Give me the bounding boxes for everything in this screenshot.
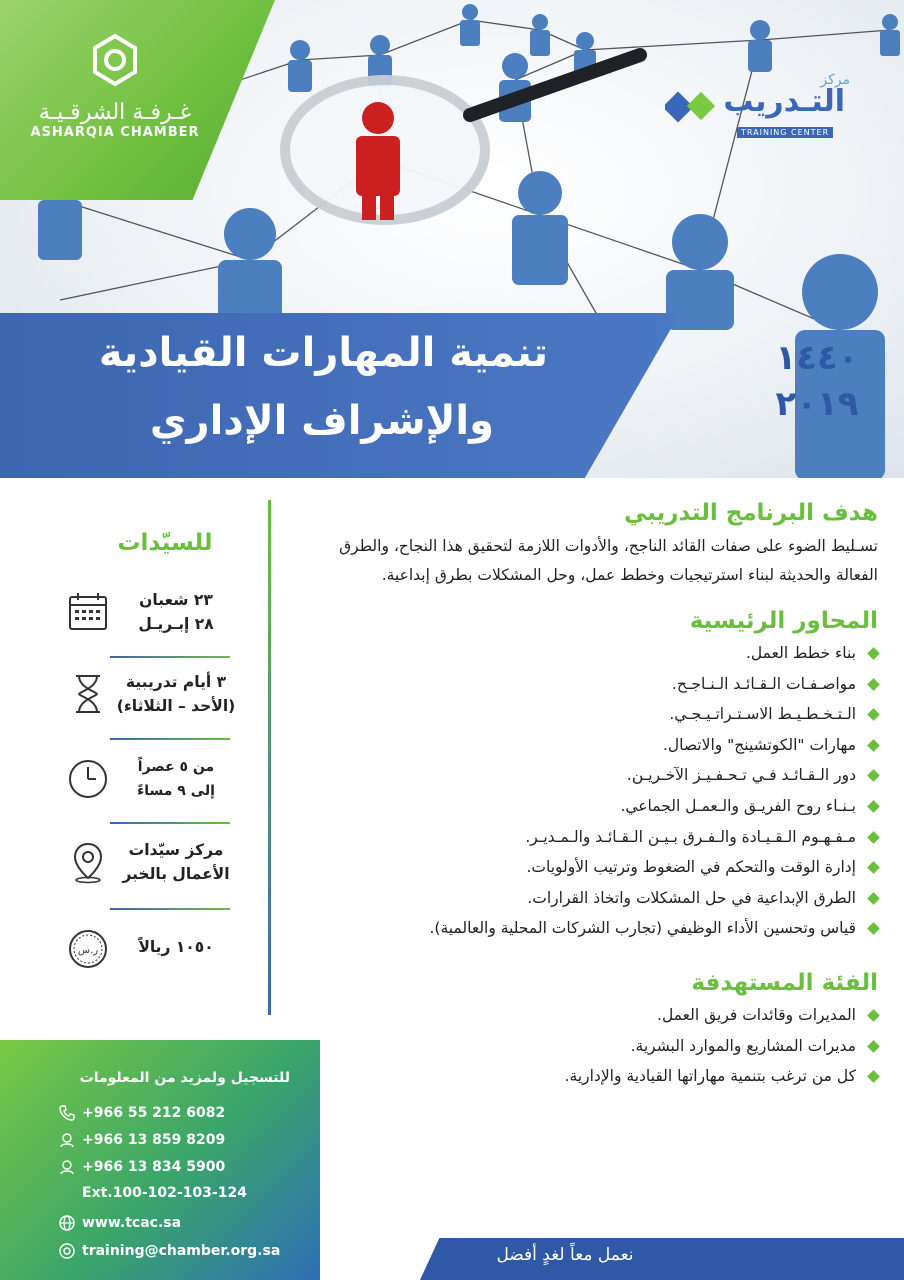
bullet-diamond-icon — [867, 1009, 880, 1022]
contact-website[interactable]: www.tcac.sa — [58, 1214, 181, 1236]
training-center-logo — [665, 72, 875, 142]
bullet-diamond-icon — [867, 922, 880, 935]
info-price — [60, 925, 260, 985]
contact-email[interactable]: training@chamber.org.sa — [58, 1242, 280, 1264]
time-start: من ٥ عصراً — [137, 759, 215, 775]
list-item: مديرات المشاريع والموارد البشرية. — [300, 1031, 878, 1062]
currency-coin-icon — [66, 927, 110, 971]
audience-label: للسيّدات — [117, 530, 213, 556]
bullet-diamond-icon — [867, 1070, 880, 1083]
hourglass-icon — [66, 672, 110, 716]
svg-text:ر.س: ر.س — [77, 945, 99, 956]
list-item: الطرق الإبداعية في حل المشكلات واتخاذ القرارات. — [300, 883, 878, 914]
year-gregorian: ٢٠١٩ — [775, 384, 859, 424]
list-item: مهارات "الكوتشينج" والاتصال. — [300, 730, 878, 761]
location-pin-icon — [66, 840, 110, 884]
location-line2: الأعمال بالخبر — [122, 865, 230, 883]
chamber-emblem-icon — [85, 30, 145, 90]
contact-phone2[interactable]: +966 13 834 5900 — [58, 1158, 225, 1180]
bullet-diamond-icon — [867, 770, 880, 783]
phone-call-icon — [58, 1104, 76, 1122]
contact-extensions: Ext.100-102-103-124 — [82, 1185, 247, 1201]
clock-icon — [66, 757, 110, 801]
time-end: إلى ٩ مساءً — [137, 783, 215, 799]
date-gregorian: ٢٨ إبـريـل — [138, 615, 214, 633]
axes-list — [300, 638, 878, 944]
info-time — [60, 755, 260, 815]
list-item: إدارة الوقت والتحكم في الضغوط وترتيب الأولويات. — [300, 852, 878, 883]
training-center-emblem-icon — [665, 86, 717, 130]
goal-text: تسـليط الضوء على صفات القائد الناجح، والأدوات اللازمة لتحقيق هذا النجاح، والطرق الفعالة والحديثة لبناء استرتيجيات وخطط عمل، وحل المشكلات بطرق إبداعية. — [339, 537, 878, 584]
list-item: مـفـهـوم الـقـيـادة والـفـرق بـيـن الـقـائـد والـمـديـر. — [300, 822, 878, 853]
target-heading: الفئة المستهدفة — [691, 969, 878, 996]
program-title-line1: تنمية المهارات القيادية — [98, 330, 548, 376]
bullet-diamond-icon — [867, 708, 880, 721]
info-duration — [60, 670, 260, 730]
years-block — [752, 335, 882, 427]
headset-icon — [58, 1131, 76, 1149]
list-item: المديرات وقائدات فريق العمل. — [300, 1000, 878, 1031]
chamber-name-ar: غـرفـة الشرقـيـة — [38, 100, 192, 125]
training-center-prefix: مركز — [820, 72, 850, 88]
globe-icon — [58, 1214, 76, 1232]
bullet-diamond-icon — [867, 678, 880, 691]
column-divider — [268, 500, 271, 1015]
list-item: كل من ترغب بتنمية مهاراتها القيادية والإدارية. — [300, 1061, 878, 1092]
date-hijri: ٢٣ شعبان — [139, 591, 213, 609]
contact-phone1[interactable]: +966 13 859 8209 — [58, 1131, 225, 1153]
bullet-diamond-icon — [867, 800, 880, 813]
bullet-diamond-icon — [867, 647, 880, 660]
duration-days: ٣ أيام تدريبية — [125, 673, 227, 691]
contact-mobile[interactable]: +966 55 212 6082 — [58, 1104, 225, 1126]
contact-title: للتسجيل ولمزيد من المعلومات — [79, 1070, 290, 1086]
slogan: نعمل معاً لغدٍ أفضل — [496, 1245, 634, 1265]
training-center-name: التـدريب — [723, 84, 845, 119]
duration-range: (الأحد – الثلاثاء) — [116, 697, 236, 715]
info-separator — [110, 738, 230, 740]
at-sign-icon — [58, 1242, 76, 1260]
list-item: قياس وتحسين الأداء الوظيفي (تجارب الشركات المحلية والعالمية). — [300, 913, 878, 944]
list-item: دور الـقـائـد فـي تـحـفـيـز الآخـريـن. — [300, 760, 878, 791]
list-item: مواصـفـات الـقـائـد الـنـاجـح. — [300, 669, 878, 700]
hero-banner — [0, 0, 904, 478]
bullet-diamond-icon — [867, 739, 880, 752]
training-center-band: TRAINING CENTER — [737, 127, 833, 138]
chamber-logo — [30, 30, 200, 140]
price-amount: ١٠٥٠ ريالاً — [138, 938, 214, 956]
target-list — [300, 1000, 878, 1092]
bullet-diamond-icon — [867, 892, 880, 905]
axes-heading: المحاور الرئيسية — [689, 608, 878, 634]
list-item: بناء خطط العمل. — [300, 638, 878, 669]
info-separator — [110, 822, 230, 824]
info-location — [60, 838, 260, 898]
program-title-line2: والإشراف الإداري — [149, 398, 494, 444]
program-details — [300, 500, 878, 1092]
info-date — [60, 588, 260, 648]
info-separator — [110, 656, 230, 658]
bullet-diamond-icon — [867, 1040, 880, 1053]
list-item: بـنـاء روح الفريـق والـعمـل الجماعي. — [300, 791, 878, 822]
calendar-icon — [66, 590, 110, 634]
bullet-diamond-icon — [867, 861, 880, 874]
chamber-name-en: ASHARQIA CHAMBER — [30, 125, 200, 140]
info-separator — [110, 908, 230, 910]
year-hijri: ١٤٤٠ — [775, 338, 859, 378]
bullet-diamond-icon — [867, 831, 880, 844]
location-line1: مركز سيّدات — [128, 841, 224, 859]
goal-heading: هدف البرنامج التدريبي — [624, 500, 878, 526]
list-item: الـتـخـطـيـط الاسـتـراتـيـجـي. — [300, 699, 878, 730]
headset-icon — [58, 1158, 76, 1176]
